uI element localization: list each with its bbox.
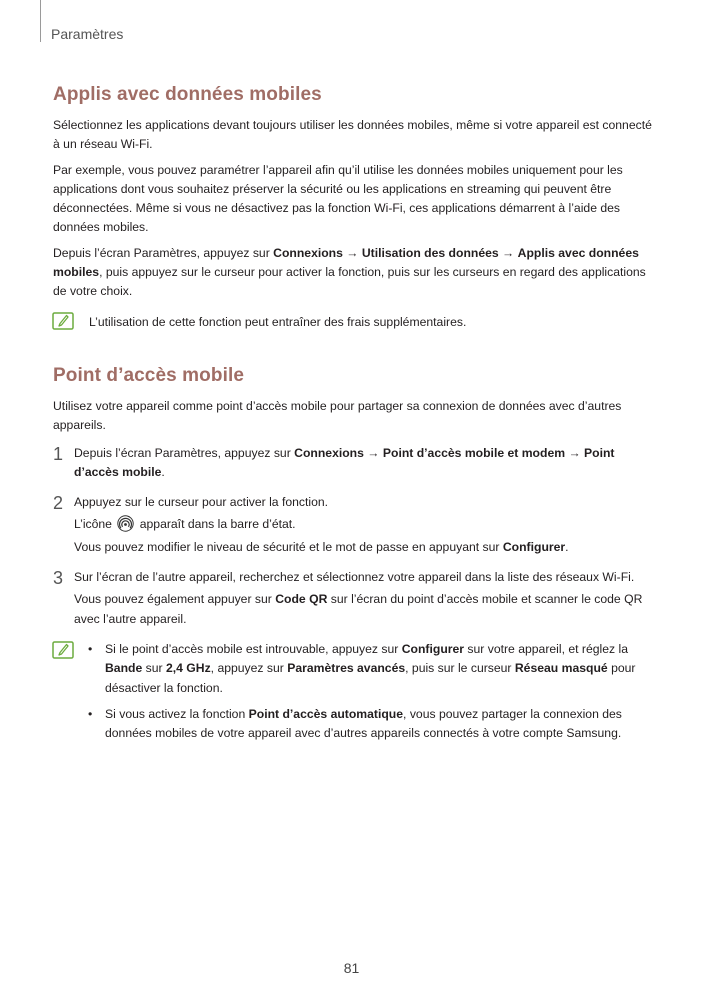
step-body [74, 444, 653, 486]
text-run: pour désactiver la fonction. [105, 661, 636, 695]
bullet-list [86, 640, 653, 750]
bullet-dot: • [88, 641, 93, 656]
step-body [74, 493, 653, 560]
menu-path-advanced-settings: Paramètres avancés [287, 661, 406, 676]
text-run: Vous pouvez modifier le niveau de sécurité et le mot de passe en appuyant sur [74, 539, 503, 554]
paragraph: Par exemple, vous pouvez paramétrer l’appareil afin qu’il utilise les données mobiles uniquement pour les applications dont vous souhaitez préserver la sécurité ou les applications en streaming qui peuvent être déconnectées. Même si vous ne désactivez pas la fonction Wi-Fi, ces applications démarrent à l’aide des données mobiles. [53, 162, 623, 235]
paragraph [53, 244, 653, 302]
arrow: → [342, 245, 362, 260]
text-run: Si le point d’accès mobile est introuvable, appuyez sur [105, 641, 402, 656]
menu-path-band-value: 2,4 GHz [165, 661, 211, 676]
text-run: Depuis l’écran Paramètres, appuyez sur [74, 445, 295, 460]
note-pencil-icon [52, 641, 74, 659]
section-mobile-hotspot [53, 365, 653, 750]
text-run: . [161, 464, 165, 479]
text-run: sur l’écran du point d’accès mobile et scanner le code QR avec l’autre appareil. [74, 592, 643, 626]
section-title-mobile-data-apps: Applis avec données mobiles [53, 84, 322, 105]
menu-path-band: Bande [105, 661, 143, 676]
text-run: , puis appuyez sur le curseur pour activer la fonction, puis sur les curseurs en regard des applications de votre choix. [53, 265, 646, 299]
menu-path-configure: Configurer [401, 641, 465, 656]
text-run: . [565, 539, 569, 554]
menu-path-connexions: Connexions [294, 445, 364, 460]
menu-path-mobile-data-apps: Applis avec données mobiles [53, 245, 639, 280]
page-number: 81 [343, 960, 360, 976]
step-text: Appuyez sur le curseur pour activer la fonction. [74, 495, 329, 510]
paragraph: Sélectionnez les applications devant toujours utiliser les données mobiles, même si votre appareil est connecté à un réseau Wi-Fi. [53, 118, 652, 152]
menu-path-configure: Configurer [502, 539, 566, 554]
note [53, 312, 653, 332]
step-3 [53, 568, 653, 632]
list-item [86, 705, 653, 744]
note-bullets [53, 640, 653, 750]
step-number: 3 [53, 568, 64, 589]
page-content [53, 84, 653, 750]
step-text [74, 590, 653, 629]
arrow: → [363, 445, 383, 460]
step-2 [53, 493, 653, 560]
menu-path-hotspot-tethering: Point d’accès mobile et modem [382, 445, 566, 460]
menu-path-auto-hotspot: Point d’accès automatique [248, 706, 404, 721]
step-1 [53, 444, 653, 486]
menu-path-hidden-network: Réseau masqué [514, 661, 608, 676]
step-number: 2 [53, 493, 64, 514]
arrow: → [498, 245, 518, 260]
text-run: apparaît dans la barre d’état. [136, 517, 296, 532]
header-rule [40, 0, 41, 42]
text-run: , puis sur le curseur [405, 661, 515, 676]
menu-path-qr-code: Code QR [275, 592, 328, 607]
bullet-dot: • [88, 706, 93, 721]
note-text: L’utilisation de cette fonction peut entraîner des frais supplémentaires. [89, 314, 467, 329]
step-text [74, 515, 653, 534]
text-run: Si vous activez la fonction [105, 706, 249, 721]
step-number: 1 [53, 443, 64, 464]
menu-path-mobile-hotspot: Point d’accès mobile [74, 445, 615, 479]
text-run: Depuis l’écran Paramètres, appuyez sur [53, 245, 274, 260]
step-text [74, 444, 653, 483]
paragraph: Utilisez votre appareil comme point d’accès mobile pour partager sa connexion de données avec d’autres appareils. [53, 398, 622, 433]
text-run: L’icône [74, 517, 116, 532]
step-text: Sur l’écran de l’autre appareil, recherchez et sélectionnez votre appareil dans la liste des réseaux Wi-Fi. [74, 570, 635, 585]
menu-path-data-usage: Utilisation des données [361, 245, 499, 260]
note-pencil-icon [52, 312, 74, 330]
menu-path-connexions: Connexions [273, 245, 343, 260]
text-run: Vous pouvez également appuyer sur [74, 592, 276, 607]
header-label: Paramètres [51, 26, 124, 42]
text-run: , appuyez sur [210, 661, 288, 676]
arrow: → [565, 445, 585, 460]
list-item [86, 640, 653, 698]
section-title-mobile-hotspot: Point d’accès mobile [53, 364, 244, 386]
step-body [74, 568, 653, 632]
text-run: , vous pouvez partager la connexion des données mobiles de votre appareil avec d’autres appareils connectés à votre compte Samsung. [105, 706, 622, 741]
text-run: sur [142, 661, 166, 676]
hotspot-icon [117, 515, 134, 532]
step-text [74, 538, 653, 557]
text-run: sur votre appareil, et réglez la [464, 641, 628, 656]
